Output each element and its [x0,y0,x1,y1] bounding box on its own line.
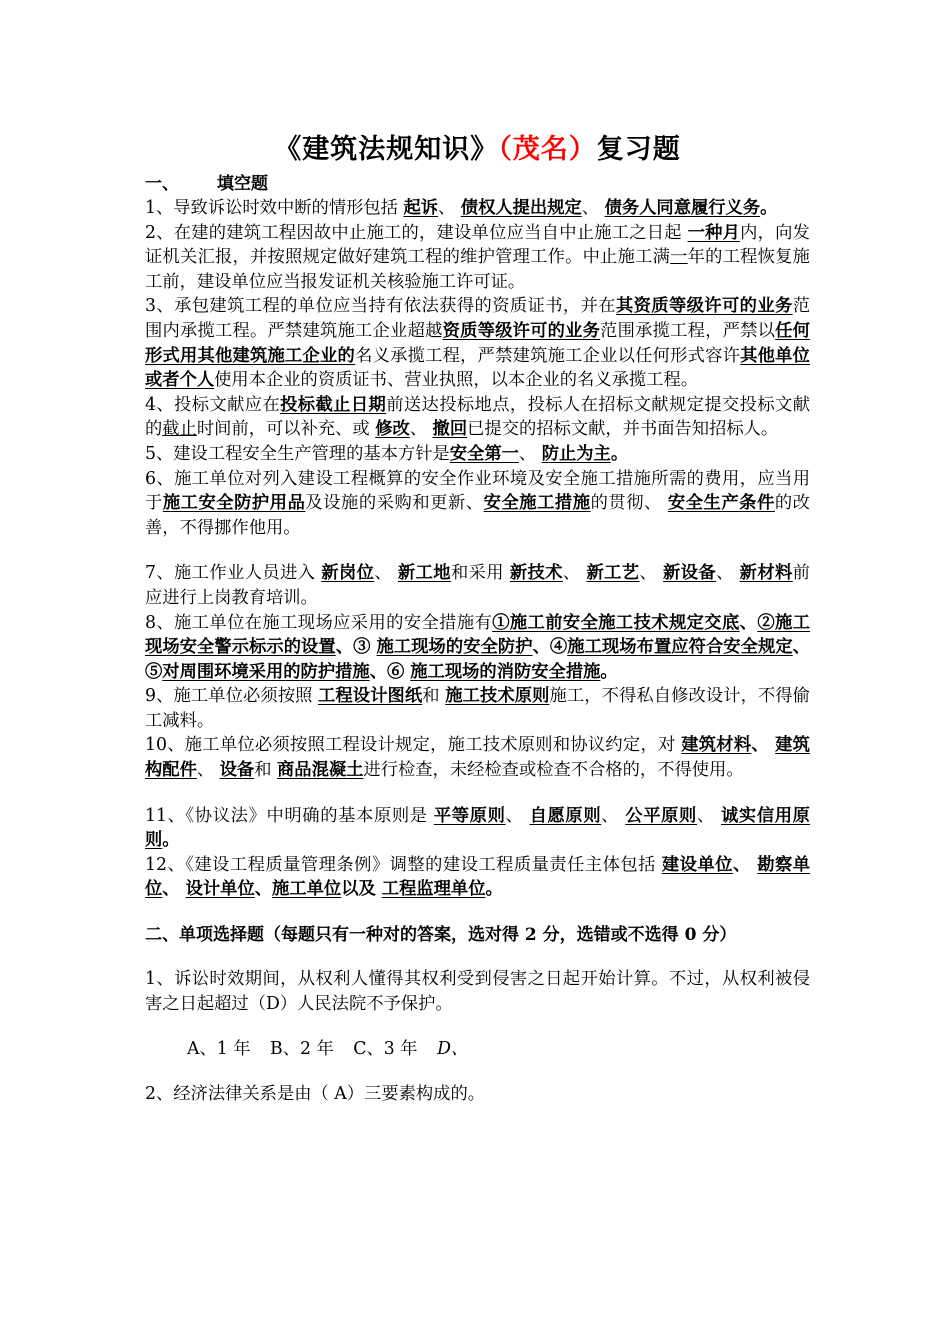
punctuation-text: 。 [485,879,503,900]
answer-text: ②施工现场安全警示标示的设置 [145,612,810,658]
question-text: 、 [716,563,740,584]
question-text: 、 [639,563,664,584]
option-a: A、1 年 [187,1039,251,1060]
answer-text: 施工安全防护用品 [162,493,306,514]
question-text: 10、施工单位必须按照工程设计规定，施工技术原则和协议约定，对 [145,735,682,756]
answer-text: 任何形式用其他建筑施工企业的 [145,320,810,366]
answer-text: 施工单位 [272,879,342,900]
question-text: 11、《协议法》中明确的基本原则是 [145,805,434,826]
question-text: 、 [581,198,605,218]
answer-text: 工程设计图纸 [318,686,423,707]
fill-question-11 [145,804,810,853]
answer-text: 资质等级许可的业务 [442,320,601,341]
fill-question-12 [145,853,810,902]
fill-question-10 [145,733,810,782]
punctuation-text: 。 [610,443,629,464]
question-text: 范围内承揽工程。严禁建筑施工企业超越 [145,296,810,341]
question-text: 9、施工单位必须按照 [145,686,319,707]
question-text: 的贯彻、 [590,493,668,514]
document-content [145,128,810,1107]
answer-text: 诚实信用原则 [145,805,810,851]
section-label: 填空题 [217,174,268,194]
question-text: 范围承揽工程，严禁以 [600,320,776,341]
fill-question-9 [145,684,810,733]
answer-text: 公平原则 [625,805,697,826]
punctuation-text: 、 ⑤ [145,637,810,682]
question-text: 施工，不得私自修改设计，不得偷工减料。 [145,686,810,731]
answer-text: 设计单位 [185,879,255,900]
answer-text: 建设单位 [661,854,733,875]
answer-text: 勘察单位 [145,854,810,900]
answer-text: 安全施工措施 [483,493,591,514]
punctuation-text: 、 [732,854,758,875]
answer-text: 一 [670,247,688,268]
punctuation-text: 。 [760,198,778,218]
question-text: 前送达投标地点，投标人在招标文献规定提交投标文献的 [145,394,810,440]
answer-text: 新材料 [739,563,793,584]
question-text: 1、导致诉讼时效中断的情形包括 [145,198,404,218]
section-single-choice-heading: 二、单项选择题（每题只有一种对的答案，选对得 2 分，选错或不选得 0 分） [145,925,737,946]
question-text: 已提交的招标文献，并书面告知招标人。 [467,419,779,440]
question-text: 内，向发证机关汇报，并按照规定做好建筑工程的维护管理工作。中止施工满 [145,222,810,268]
title-region: （茂名） [498,134,597,165]
answer-text: 债权人提出规定 [460,198,582,218]
choice-question-2: 2、经济法律关系是由（ A）三要素构成的。 [145,1084,486,1105]
punctuation-text: 、③ [335,637,377,658]
punctuation-text: 、④ [532,637,568,658]
answer-text: 平等原则 [433,805,506,826]
section-number: 一、 [145,174,179,194]
question-text: 、 [601,805,626,826]
answer-text: 新工艺 [586,563,640,584]
option-b: B、2 年 [270,1039,334,1060]
fill-blank-list [145,196,810,902]
fill-question-2 [145,221,810,295]
question-text: 5、建设工程安全生产管理的基本方针是 [145,443,450,464]
answer-text: 设备 [219,760,255,781]
question-text: 前应进行上岗教育培训。 [145,563,810,608]
question-text: 时间前，可以补充、或 [196,419,376,440]
punctuation-text: 、 [162,879,186,900]
punctuation-text: 、 [739,612,758,633]
question-text: 、 [196,760,220,781]
fill-question-7 [145,561,810,610]
question-text: 4、投标文献应在 [145,394,281,415]
answer-text: 其他单位或者个人 [145,345,810,391]
answer-text: 修改 [375,419,410,440]
option-c: C、3 年 [353,1039,418,1060]
question-text: 、 [374,563,398,584]
question-text: 、 [696,805,722,826]
question-text: 的改善，不得挪作他用。 [145,493,810,538]
choice-options-1 [145,1037,810,1062]
answer-text: 自愿原则 [529,805,602,826]
answer-text: 新设备 [663,563,717,584]
question-text: 、 [505,805,530,826]
answer-text: 建筑材料 [681,735,752,756]
answer-text: 投标截止日期 [280,394,387,415]
answer-text: 新技术 [509,563,563,584]
punctuation-text: 以及 [341,879,382,900]
question-text: 、 [562,563,587,584]
question-text: 和 [422,686,446,707]
answer-text: 施工现场的安全防护 [376,637,533,658]
punctuation-text: 、⑥ [369,661,411,682]
answer-text: 施工技术原则 [445,686,550,707]
fill-question-1 [145,196,810,221]
option-d: D、 [437,1039,469,1060]
answer-text: 安全生产条件 [667,493,775,514]
question-text: 8、施工单位在施工现场应采用的安全措施有 [145,612,493,633]
title-suffix: 复习题 [596,134,681,165]
answer-text: 新岗位 [321,563,375,584]
question-text: 12、《建设工程质量管理条例》调整的建设工程质量责任主体包括 [145,854,662,875]
answer-text: 对周围环境采用的防护措施 [162,661,370,682]
answer-text: 一种月 [687,222,741,243]
answer-text: 起诉 [403,198,439,218]
choice-question-1: 1、诉讼时效期间，从权利人懂得其权利受到侵害之日起开始计算。不过，从权利被侵害之日起超过（D）人民法院不予保护。 [145,969,810,1015]
fill-question-6 [145,467,810,541]
answer-text: 防止为主 [541,443,611,464]
punctuation-text: 。 [600,661,618,682]
answer-text: 债务人同意履行义务 [604,198,761,218]
answer-text: 建筑构配件 [145,735,810,781]
punctuation-text: 。 [162,830,180,851]
answer-text: 工程监理单位 [381,879,486,900]
answer-text: 撤回 [432,419,468,440]
document-title [145,128,810,172]
title-main: 《建筑法规知识》 [274,134,499,165]
punctuation-text: 、 [254,879,273,900]
question-text: 6、施工单位对列入建设工程概算的安全作业环境及安全施工措施所需的费用，应当用于 [145,468,810,514]
question-text: 年的工程恢复施工前，建设单位应当报发证机关核验施工许可证。 [145,247,810,292]
answer-text: 施工现场的消防安全措施 [410,661,601,682]
question-text: 进行检查，未经检查或检查不合格的，不得使用。 [363,760,744,781]
question-text: 3、承包建筑工程的单位应当持有依法获得的资质证书，并在 [145,296,616,317]
question-text: 7、施工作业人员进入 [145,563,322,584]
question-text: 使用本企业的资质证书、营业执照，以本企业的名义承揽工程。 [214,370,699,391]
question-text: 和 [254,760,277,781]
question-text: 、 [409,419,433,440]
fill-question-8 [145,611,810,685]
answer-text: 其资质等级许可的业务 [615,296,793,317]
fill-question-5 [145,442,810,467]
section-fill-blank-heading [145,172,810,196]
question-text: 、 [438,198,461,218]
answer-text: 商品混凝土 [277,760,364,781]
answer-text: 截止 [162,419,197,440]
question-text: 2、在建的建筑工程因故中止施工的，建设单位应当自中止施工之日起 [145,222,688,243]
answer-text: 新工地 [397,563,451,584]
question-text: 名义承揽工程，严禁建筑施工企业以任何形式容许 [355,345,741,366]
question-text: 、 [518,443,542,464]
question-text: 和采用 [450,563,510,584]
question-text: 及设施的采购和更新、 [305,493,484,514]
punctuation-text: 、 [751,735,776,756]
fill-question-4 [145,393,810,442]
answer-text: 施工现场布置应符合安全规定 [567,637,793,658]
fill-question-3 [145,294,810,392]
answer-text: ①施工前安全施工技术规定交底 [492,612,740,633]
answer-text: 安全第一 [449,443,519,464]
